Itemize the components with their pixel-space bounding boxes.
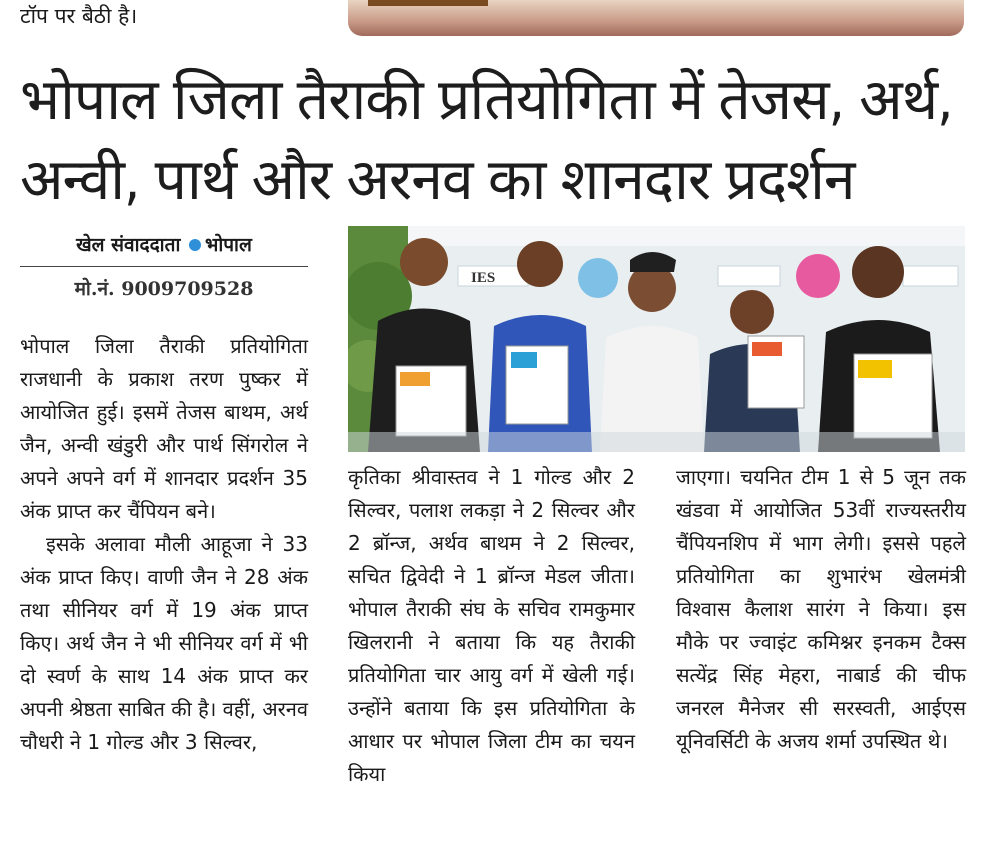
previous-article-tail: टॉप पर बैठी है। xyxy=(20,4,138,28)
bullet-dot-icon xyxy=(189,239,201,251)
byline xyxy=(20,231,308,257)
article-paragraph-3: कृतिका श्रीवास्तव ने 1 गोल्ड और 2 सिल्वर, पलाश लकड़ा ने 2 सिल्वर और 2 ब्रॉन्ज, अर्थव बाथम ने 2 सिल्वर, सचित द्विवेदी ने 1 ब्रॉन्ज मेडल जीता। भोपाल तैराकी संघ के सचिव रामकुमार खिलरानी ने बताया कि यह तैराकी प्रतियोगिता चार आयु वर्ग में खेली गई। उन्होंने बताया कि इस प्रतियोगिता के आधार पर भोपाल जिला टीम का चयन किया xyxy=(348,465,635,786)
swimmers-photo-illustration xyxy=(348,226,965,452)
event-photo xyxy=(348,226,965,452)
banner-logo-text: IES xyxy=(471,270,496,286)
article-paragraph-4: जाएगा। चयनित टीम 1 से 5 जून तक खंडवा में आयोजित 53वीं राज्यस्तरीय चैंपियनशिप में भाग लेगी। इससे पहले प्रतियोगिता का शुभारंभ खेलमंत्री विश्वास कैलाश सारंग ने किया। इस मौके पर ज्वाइंट कमिश्नर इनकम टैक्स सत्येंद्र सिंह मेहरा, नाबार्ड की चीफ जनरल मैनेजर सी सरस्वती, आईएस यूनिवर्सिटी के अजय शर्मा उपस्थित थे। xyxy=(676,465,966,753)
article-column-3 xyxy=(676,461,966,758)
article-column-1 xyxy=(20,330,308,759)
article-paragraph-1: भोपाल जिला तैराकी प्रतियोगिता राजधानी के प्रकाश तरण पुष्कर में आयोजित हुई। इसमें तेजस बाथम, अर्थ जैन, अन्वी खंडुरी और पार्थ सिंगरोल ने अपने अपने वर्ग में शानदार प्रदर्शन 35 अंक प्राप्त कर चैंपियन बने। xyxy=(20,334,308,523)
byline-divider xyxy=(20,266,308,267)
article-column-2 xyxy=(348,461,635,791)
byline-city: भोपाल xyxy=(204,234,252,256)
reporter-mobile: मो.नं. 9009709528 xyxy=(74,278,254,300)
previous-article-photo xyxy=(348,0,964,36)
headline-line-2: अन्वी, पार्थ और अरनव का शानदार प्रदर्शन xyxy=(20,147,855,213)
byline-reporter: खेल संवाददाता xyxy=(76,234,181,256)
headline xyxy=(20,60,980,220)
article-paragraph-2: इसके अलावा मौली आहूजा ने 33 अंक प्राप्त किए। वाणी जैन ने 28 अंक तथा सीनियर वर्ग में 19 अंक प्राप्त किए। अर्थ जैन ने भी सीनियर वर्ग में भी दो स्वर्ण के साथ 14 अंक प्राप्त कर अपनी श्रेष्ठता साबित की है। वहीं, अरनव चौधरी ने 1 गोल्ड और 3 सिल्वर, xyxy=(20,532,308,754)
headline-line-1: भोपाल जिला तैराकी प्रतियोगिता में तेजस, अर्थ, xyxy=(20,67,953,133)
